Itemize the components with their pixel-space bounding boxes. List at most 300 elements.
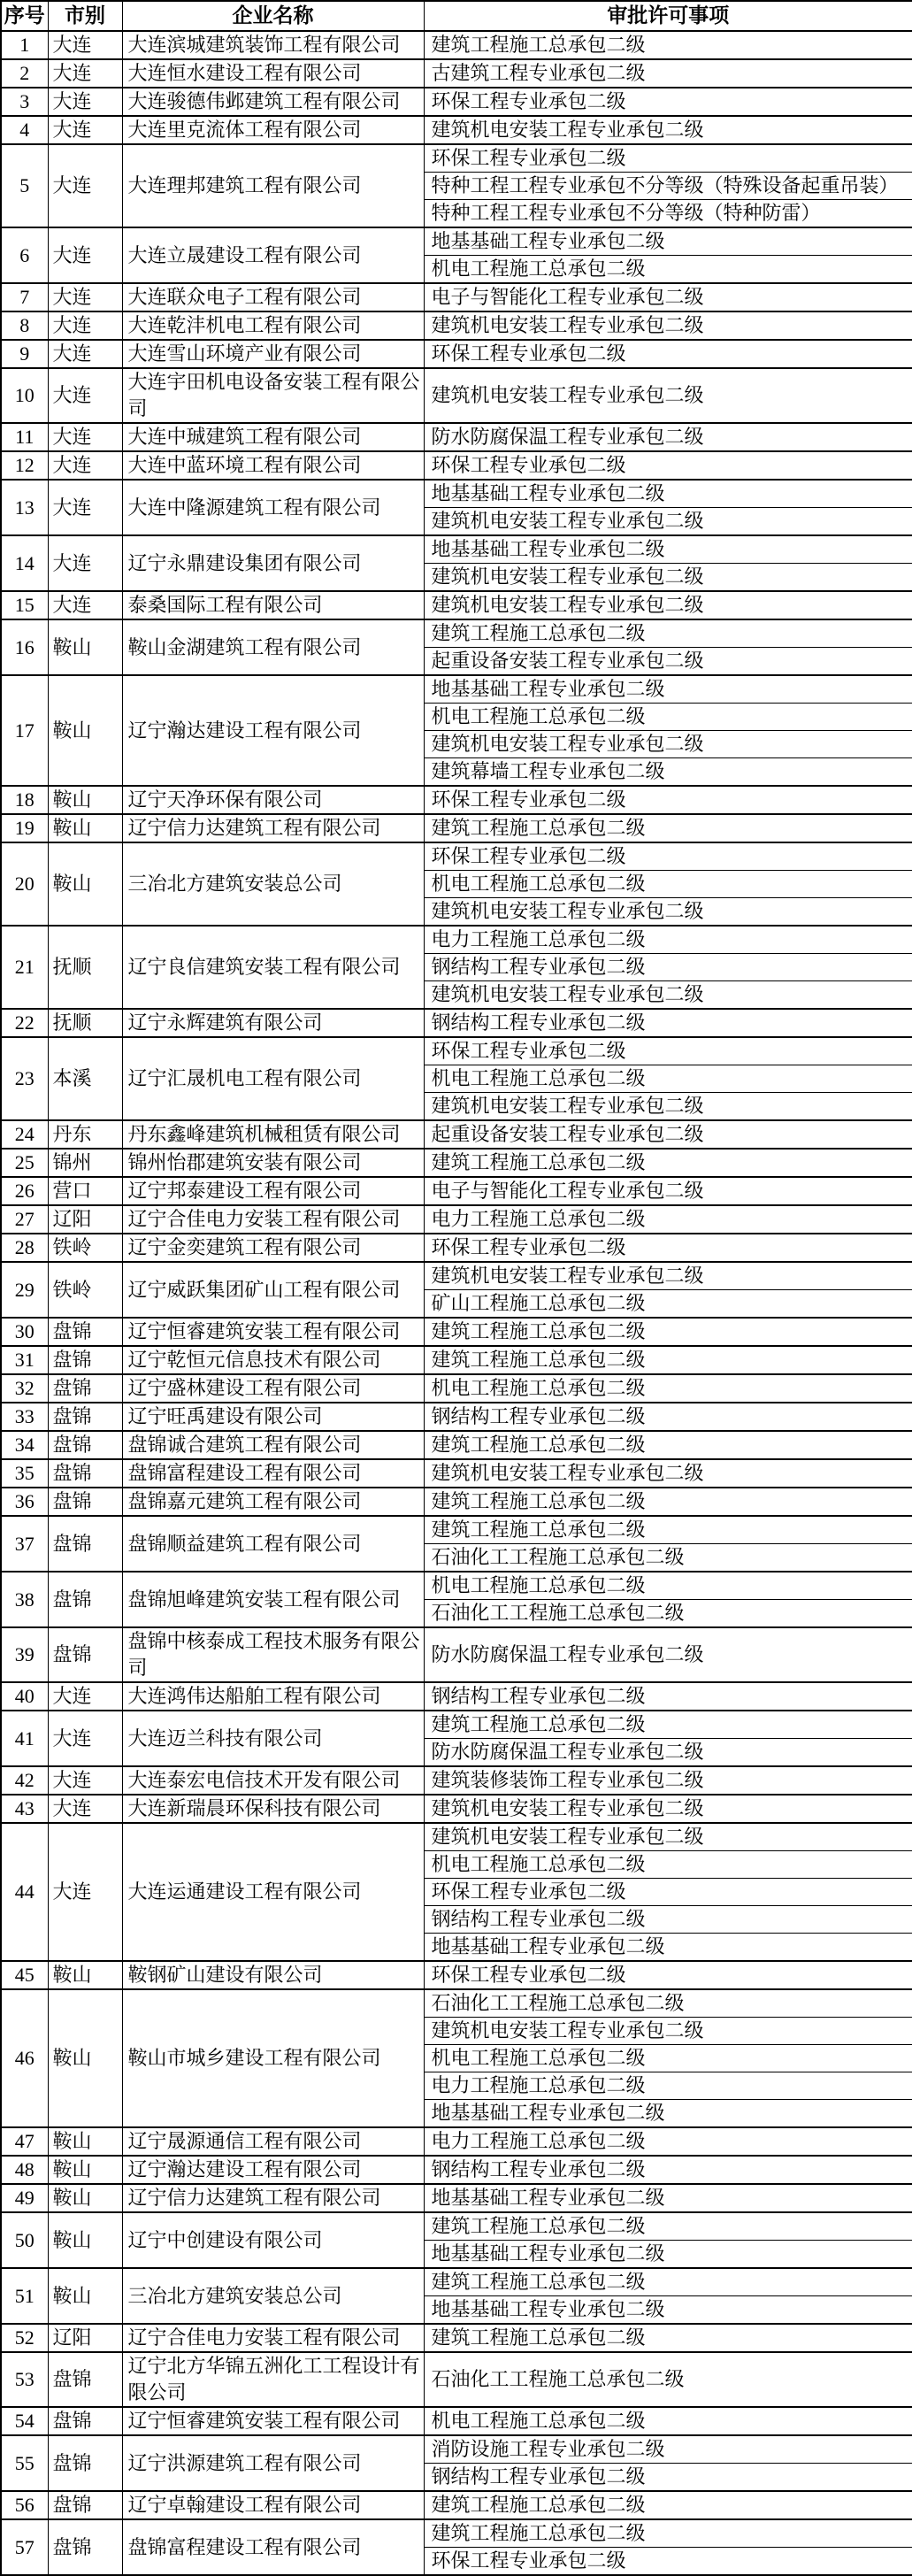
- company-name-cell: 大连中珹建筑工程有限公司: [122, 423, 424, 451]
- license-item-cell: 机电工程施工总承包二级: [424, 1851, 912, 1879]
- city-cell: 大连: [48, 1766, 122, 1795]
- row-number-cell: 20: [1, 842, 48, 926]
- company-name-cell: 三冶北方建筑安装总公司: [122, 2268, 424, 2324]
- license-item-cell: 地基基础工程专业承包二级: [424, 675, 912, 704]
- row-number-cell: 35: [1, 1459, 48, 1488]
- row-number-cell: 49: [1, 2184, 48, 2212]
- license-item-cell: 建筑机电安装工程专业承包二级: [424, 591, 912, 619]
- row-number-cell: 10: [1, 368, 48, 423]
- row-number-cell: 5: [1, 144, 48, 227]
- company-name-cell: 辽宁永鼎建设集团有限公司: [122, 535, 424, 591]
- company-name-cell: 辽宁盛林建设工程有限公司: [122, 1374, 424, 1403]
- table-row: [1, 480, 912, 508]
- city-cell: 抚顺: [48, 926, 122, 1009]
- license-item-cell: 机电工程施工总承包二级: [424, 1374, 912, 1403]
- city-cell: 盘锦: [48, 1431, 122, 1459]
- city-cell: 丹东: [48, 1120, 122, 1149]
- license-item-cell: 地基基础工程专业承包二级: [424, 480, 912, 508]
- company-name-cell: 辽宁邦泰建设工程有限公司: [122, 1177, 424, 1205]
- table-row: [1, 2212, 912, 2241]
- license-item-cell: 钢结构工程专业承包二级: [424, 2464, 912, 2492]
- license-item-cell: 钢结构工程专业承包二级: [424, 1403, 912, 1431]
- row-number-cell: 37: [1, 1516, 48, 1572]
- city-cell: 鞍山: [48, 2268, 122, 2324]
- city-cell: 大连: [48, 88, 122, 116]
- company-name-cell: 辽宁汇晟机电工程有限公司: [122, 1037, 424, 1120]
- city-cell: 大连: [48, 535, 122, 591]
- table-row: [1, 2352, 912, 2407]
- city-cell: 鞍山: [48, 2212, 122, 2268]
- company-name-cell: 大连恒水建设工程有限公司: [122, 59, 424, 88]
- license-item-cell: 建筑机电安装工程专业承包二级: [424, 311, 912, 340]
- table-row: [1, 1205, 912, 1234]
- row-number-cell: 23: [1, 1037, 48, 1120]
- license-item-cell: 环保工程专业承包二级: [424, 451, 912, 480]
- city-cell: 大连: [48, 368, 122, 423]
- company-name-cell: 辽宁洪源建筑工程有限公司: [122, 2435, 424, 2491]
- table-row: [1, 1318, 912, 1346]
- table-row: [1, 227, 912, 256]
- license-item-cell: 石油化工工程施工总承包二级: [424, 1600, 912, 1628]
- company-name-cell: 鞍山金湖建筑工程有限公司: [122, 619, 424, 675]
- city-cell: 锦州: [48, 1149, 122, 1177]
- table-row: [1, 1516, 912, 1544]
- city-cell: 鞍山: [48, 2184, 122, 2212]
- table-row: [1, 842, 912, 871]
- company-name-cell: 辽宁瀚达建设工程有限公司: [122, 2156, 424, 2184]
- company-name-cell: 鞍山市城乡建设工程有限公司: [122, 1989, 424, 2127]
- table-row: [1, 2519, 912, 2548]
- city-cell: 盘锦: [48, 1403, 122, 1431]
- license-item-cell: 防水防腐保温工程专业承包二级: [424, 1627, 912, 1682]
- license-item-cell: 建筑机电安装工程专业承包二级: [424, 1093, 912, 1121]
- table-row: [1, 1682, 912, 1711]
- company-name-cell: 辽宁恒睿建筑安装工程有限公司: [122, 1318, 424, 1346]
- city-cell: 鞍山: [48, 814, 122, 842]
- table-row: [1, 1627, 912, 1682]
- company-name-cell: 大连理邦建筑工程有限公司: [122, 144, 424, 227]
- row-number-cell: 51: [1, 2268, 48, 2324]
- city-cell: 铁岭: [48, 1262, 122, 1318]
- header-city: 市别: [48, 1, 122, 31]
- city-cell: 鞍山: [48, 842, 122, 926]
- table-row: [1, 2268, 912, 2296]
- license-item-cell: 钢结构工程专业承包二级: [424, 1009, 912, 1037]
- company-name-cell: 辽宁北方华锦五洲化工工程设计有限公司: [122, 2352, 424, 2407]
- city-cell: 铁岭: [48, 1234, 122, 1262]
- company-name-cell: 盘锦富程建设工程有限公司: [122, 1459, 424, 1488]
- license-item-cell: 机电工程施工总承包二级: [424, 2407, 912, 2435]
- license-item-cell: 起重设备安装工程专业承包二级: [424, 1120, 912, 1149]
- company-name-cell: 辽宁卓翰建设工程有限公司: [122, 2491, 424, 2519]
- row-number-cell: 18: [1, 786, 48, 814]
- table-row: [1, 2156, 912, 2184]
- table-row: [1, 1177, 912, 1205]
- license-item-cell: 建筑工程施工总承包二级: [424, 2519, 912, 2548]
- license-item-cell: 环保工程专业承包二级: [424, 1037, 912, 1065]
- table-row: [1, 1431, 912, 1459]
- row-number-cell: 21: [1, 926, 48, 1009]
- license-item-cell: 建筑机电安装工程专业承包二级: [424, 981, 912, 1010]
- license-item-cell: 电子与智能化工程专业承包二级: [424, 283, 912, 311]
- table-row: [1, 1149, 912, 1177]
- company-name-cell: 盘锦中核泰成工程技术服务有限公司: [122, 1627, 424, 1682]
- company-name-cell: 大连骏德伟邺建筑工程有限公司: [122, 88, 424, 116]
- license-item-cell: 地基基础工程专业承包二级: [424, 2241, 912, 2269]
- company-name-cell: 大连迈兰科技有限公司: [122, 1711, 424, 1766]
- city-cell: 鞍山: [48, 1961, 122, 1989]
- table-row: [1, 1009, 912, 1037]
- license-item-cell: 建筑幕墙工程专业承包二级: [424, 758, 912, 787]
- city-cell: 盘锦: [48, 1572, 122, 1627]
- row-number-cell: 45: [1, 1961, 48, 1989]
- row-number-cell: 2: [1, 59, 48, 88]
- license-item-cell: 石油化工工程施工总承包二级: [424, 1544, 912, 1573]
- table-row: [1, 1120, 912, 1149]
- company-name-cell: 辽宁信力达建筑工程有限公司: [122, 814, 424, 842]
- license-item-cell: 电力工程施工总承包二级: [424, 2127, 912, 2156]
- license-item-cell: 电力工程施工总承包二级: [424, 926, 912, 954]
- license-item-cell: 环保工程专业承包二级: [424, 340, 912, 368]
- license-item-cell: 环保工程专业承包二级: [424, 842, 912, 871]
- header-row: [1, 1, 912, 31]
- license-item-cell: 电力工程施工总承包二级: [424, 2072, 912, 2100]
- row-number-cell: 48: [1, 2156, 48, 2184]
- city-cell: 盘锦: [48, 1374, 122, 1403]
- row-number-cell: 15: [1, 591, 48, 619]
- table-header: [1, 1, 912, 31]
- table-row: [1, 2407, 912, 2435]
- row-number-cell: 36: [1, 1488, 48, 1516]
- row-number-cell: 22: [1, 1009, 48, 1037]
- company-name-cell: 辽宁天净环保有限公司: [122, 786, 424, 814]
- company-name-cell: 丹东鑫峰建筑机械租赁有限公司: [122, 1120, 424, 1149]
- license-item-cell: 电子与智能化工程专业承包二级: [424, 1177, 912, 1205]
- city-cell: 大连: [48, 116, 122, 144]
- row-number-cell: 27: [1, 1205, 48, 1234]
- table-row: [1, 1823, 912, 1851]
- row-number-cell: 39: [1, 1627, 48, 1682]
- row-number-cell: 13: [1, 480, 48, 535]
- company-name-cell: 辽宁恒睿建筑安装工程有限公司: [122, 2407, 424, 2435]
- city-cell: 盘锦: [48, 2519, 122, 2575]
- table-row: [1, 311, 912, 340]
- table-row: [1, 2491, 912, 2519]
- license-item-cell: 建筑工程施工总承包二级: [424, 814, 912, 842]
- row-number-cell: 30: [1, 1318, 48, 1346]
- company-name-cell: 大连乾沣机电工程有限公司: [122, 311, 424, 340]
- city-cell: 本溪: [48, 1037, 122, 1120]
- table-row: [1, 144, 912, 173]
- license-item-cell: 电力工程施工总承包二级: [424, 1205, 912, 1234]
- license-item-cell: 地基基础工程专业承包二级: [424, 535, 912, 564]
- company-name-cell: 盘锦富程建设工程有限公司: [122, 2519, 424, 2575]
- table-row: [1, 31, 912, 59]
- table-row: [1, 2435, 912, 2464]
- row-number-cell: 55: [1, 2435, 48, 2491]
- company-name-cell: 辽宁瀚达建设工程有限公司: [122, 675, 424, 786]
- row-number-cell: 7: [1, 283, 48, 311]
- row-number-cell: 4: [1, 116, 48, 144]
- row-number-cell: 33: [1, 1403, 48, 1431]
- table-row: [1, 1766, 912, 1795]
- company-name-cell: 辽宁威跃集团矿山工程有限公司: [122, 1262, 424, 1318]
- city-cell: 大连: [48, 340, 122, 368]
- table-row: [1, 675, 912, 704]
- city-cell: 鞍山: [48, 675, 122, 786]
- city-cell: 大连: [48, 31, 122, 59]
- license-item-cell: 钢结构工程专业承包二级: [424, 1906, 912, 1934]
- header-company-name: 企业名称: [122, 1, 424, 31]
- city-cell: 大连: [48, 59, 122, 88]
- company-name-cell: 盘锦嘉元建筑工程有限公司: [122, 1488, 424, 1516]
- company-name-cell: 鞍钢矿山建设有限公司: [122, 1961, 424, 1989]
- city-cell: 盘锦: [48, 2435, 122, 2491]
- license-item-cell: 建筑装修装饰工程专业承包二级: [424, 1766, 912, 1795]
- row-number-cell: 1: [1, 31, 48, 59]
- license-item-cell: 建筑工程施工总承包二级: [424, 1346, 912, 1374]
- table-row: [1, 786, 912, 814]
- license-item-cell: 环保工程专业承包二级: [424, 144, 912, 173]
- table-row: [1, 340, 912, 368]
- company-name-cell: 大连鸿伟达船舶工程有限公司: [122, 1682, 424, 1711]
- license-item-cell: 防水防腐保温工程专业承包二级: [424, 423, 912, 451]
- table-row: [1, 591, 912, 619]
- city-cell: 盘锦: [48, 1318, 122, 1346]
- table-row: [1, 2127, 912, 2156]
- city-cell: 大连: [48, 283, 122, 311]
- table-row: [1, 116, 912, 144]
- row-number-cell: 34: [1, 1431, 48, 1459]
- company-name-cell: 辽宁信力达建筑工程有限公司: [122, 2184, 424, 2212]
- row-number-cell: 50: [1, 2212, 48, 2268]
- license-item-cell: 地基基础工程专业承包二级: [424, 2100, 912, 2128]
- company-name-cell: 大连雪山环境产业有限公司: [122, 340, 424, 368]
- row-number-cell: 3: [1, 88, 48, 116]
- city-cell: 辽阳: [48, 2324, 122, 2352]
- row-number-cell: 57: [1, 2519, 48, 2575]
- company-name-cell: 辽宁金奕建筑工程有限公司: [122, 1234, 424, 1262]
- city-cell: 盘锦: [48, 2352, 122, 2407]
- company-name-cell: 辽宁永辉建筑有限公司: [122, 1009, 424, 1037]
- table-row: [1, 59, 912, 88]
- license-item-cell: 环保工程专业承包二级: [424, 1961, 912, 1989]
- company-name-cell: 辽宁乾恒元信息技术有限公司: [122, 1346, 424, 1374]
- city-cell: 抚顺: [48, 1009, 122, 1037]
- company-name-cell: 大连泰宏电信技术开发有限公司: [122, 1766, 424, 1795]
- company-name-cell: 大连立晟建设工程有限公司: [122, 227, 424, 283]
- row-number-cell: 43: [1, 1795, 48, 1823]
- table-row: [1, 1234, 912, 1262]
- license-item-cell: 机电工程施工总承包二级: [424, 1572, 912, 1600]
- table-row: [1, 2324, 912, 2352]
- license-item-cell: 机电工程施工总承包二级: [424, 2045, 912, 2072]
- table-body: [1, 31, 912, 2575]
- table-row: [1, 1795, 912, 1823]
- row-number-cell: 19: [1, 814, 48, 842]
- city-cell: 盘锦: [48, 1459, 122, 1488]
- license-item-cell: 石油化工工程施工总承包二级: [424, 1989, 912, 2018]
- table-row: [1, 926, 912, 954]
- row-number-cell: 32: [1, 1374, 48, 1403]
- company-name-cell: 三冶北方建筑安装总公司: [122, 842, 424, 926]
- license-item-cell: 起重设备安装工程专业承包二级: [424, 648, 912, 676]
- company-name-cell: 大连里克流体工程有限公司: [122, 116, 424, 144]
- license-item-cell: 环保工程专业承包二级: [424, 1879, 912, 1906]
- company-name-cell: 大连运通建设工程有限公司: [122, 1823, 424, 1961]
- row-number-cell: 40: [1, 1682, 48, 1711]
- table-row: [1, 1374, 912, 1403]
- license-item-cell: 环保工程专业承包二级: [424, 1234, 912, 1262]
- company-name-cell: 辽宁良信建筑安装工程有限公司: [122, 926, 424, 1009]
- license-item-cell: 地基基础工程专业承包二级: [424, 2296, 912, 2325]
- company-name-cell: 辽宁合佳电力安装工程有限公司: [122, 1205, 424, 1234]
- table-row: [1, 1262, 912, 1290]
- license-item-cell: 石油化工工程施工总承包二级: [424, 2352, 912, 2407]
- license-item-cell: 建筑机电安装工程专业承包二级: [424, 731, 912, 758]
- city-cell: 大连: [48, 591, 122, 619]
- company-name-cell: 辽宁合佳电力安装工程有限公司: [122, 2324, 424, 2352]
- city-cell: 辽阳: [48, 1205, 122, 1234]
- license-item-cell: 建筑工程施工总承包二级: [424, 2324, 912, 2352]
- city-cell: 盘锦: [48, 1488, 122, 1516]
- city-cell: 大连: [48, 1682, 122, 1711]
- license-item-cell: 机电工程施工总承包二级: [424, 704, 912, 731]
- row-number-cell: 28: [1, 1234, 48, 1262]
- city-cell: 鞍山: [48, 619, 122, 675]
- row-number-cell: 52: [1, 2324, 48, 2352]
- city-cell: 鞍山: [48, 2127, 122, 2156]
- city-cell: 盘锦: [48, 1627, 122, 1682]
- license-item-cell: 矿山工程施工总承包二级: [424, 1290, 912, 1319]
- license-item-cell: 建筑工程施工总承包二级: [424, 1516, 912, 1544]
- table-row: [1, 451, 912, 480]
- company-name-cell: 盘锦诚合建筑工程有限公司: [122, 1431, 424, 1459]
- table-row: [1, 2184, 912, 2212]
- company-name-cell: 大连宇田机电设备安装工程有限公司: [122, 368, 424, 423]
- row-number-cell: 31: [1, 1346, 48, 1374]
- city-cell: 营口: [48, 1177, 122, 1205]
- company-name-cell: 大连中蓝环境工程有限公司: [122, 451, 424, 480]
- company-name-cell: 盘锦顺益建筑工程有限公司: [122, 1516, 424, 1572]
- city-cell: 大连: [48, 311, 122, 340]
- header-serial-number: 序号: [1, 1, 48, 31]
- license-item-cell: 建筑工程施工总承包二级: [424, 1431, 912, 1459]
- city-cell: 鞍山: [48, 786, 122, 814]
- license-item-cell: 环保工程专业承包二级: [424, 2548, 912, 2576]
- city-cell: 大连: [48, 423, 122, 451]
- license-item-cell: 钢结构工程专业承包二级: [424, 2156, 912, 2184]
- license-item-cell: 建筑工程施工总承包二级: [424, 619, 912, 648]
- license-item-cell: 建筑工程施工总承包二级: [424, 1711, 912, 1739]
- table-row: [1, 1403, 912, 1431]
- company-name-cell: 大连联众电子工程有限公司: [122, 283, 424, 311]
- company-name-cell: 辽宁旺禹建设有限公司: [122, 1403, 424, 1431]
- row-number-cell: 44: [1, 1823, 48, 1961]
- city-cell: 大连: [48, 1823, 122, 1961]
- table-row: [1, 619, 912, 648]
- license-item-cell: 建筑机电安装工程专业承包二级: [424, 1459, 912, 1488]
- city-cell: 大连: [48, 1795, 122, 1823]
- row-number-cell: 38: [1, 1572, 48, 1627]
- table-row: [1, 1711, 912, 1739]
- license-item-cell: 建筑工程施工总承包二级: [424, 2212, 912, 2241]
- row-number-cell: 42: [1, 1766, 48, 1795]
- table-row: [1, 368, 912, 423]
- row-number-cell: 53: [1, 2352, 48, 2407]
- table-row: [1, 1989, 912, 2018]
- table-row: [1, 814, 912, 842]
- row-number-cell: 41: [1, 1711, 48, 1766]
- company-name-cell: 辽宁中创建设有限公司: [122, 2212, 424, 2268]
- company-name-cell: 泰桑国际工程有限公司: [122, 591, 424, 619]
- license-item-cell: 特种工程工程专业承包不分等级（特种防雷）: [424, 200, 912, 228]
- license-item-cell: 机电工程施工总承包二级: [424, 1065, 912, 1093]
- row-number-cell: 54: [1, 2407, 48, 2435]
- license-item-cell: 地基基础工程专业承包二级: [424, 1934, 912, 1962]
- license-item-cell: 机电工程施工总承包二级: [424, 256, 912, 284]
- row-number-cell: 24: [1, 1120, 48, 1149]
- license-item-cell: 建筑机电安装工程专业承包二级: [424, 1262, 912, 1290]
- company-name-cell: 大连滨城建筑装饰工程有限公司: [122, 31, 424, 59]
- license-item-cell: 钢结构工程专业承包二级: [424, 954, 912, 981]
- license-item-cell: 建筑机电安装工程专业承包二级: [424, 564, 912, 592]
- license-item-cell: 古建筑工程专业承包二级: [424, 59, 912, 88]
- row-number-cell: 12: [1, 451, 48, 480]
- city-cell: 盘锦: [48, 1346, 122, 1374]
- company-name-cell: 大连中隆源建筑工程有限公司: [122, 480, 424, 535]
- license-item-cell: 机电工程施工总承包二级: [424, 871, 912, 898]
- city-cell: 大连: [48, 480, 122, 535]
- city-cell: 盘锦: [48, 2491, 122, 2519]
- city-cell: 大连: [48, 144, 122, 227]
- license-item-cell: 建筑工程施工总承包二级: [424, 1488, 912, 1516]
- row-number-cell: 16: [1, 619, 48, 675]
- license-item-cell: 地基基础工程专业承包二级: [424, 227, 912, 256]
- company-name-cell: 锦州怡郡建筑安装有限公司: [122, 1149, 424, 1177]
- row-number-cell: 56: [1, 2491, 48, 2519]
- license-item-cell: 建筑机电安装工程专业承包二级: [424, 508, 912, 536]
- company-name-cell: 盘锦旭峰建筑安装工程有限公司: [122, 1572, 424, 1627]
- table-row: [1, 1346, 912, 1374]
- row-number-cell: 29: [1, 1262, 48, 1318]
- table-row: [1, 1961, 912, 1989]
- license-item-cell: 钢结构工程专业承包二级: [424, 1682, 912, 1711]
- city-cell: 鞍山: [48, 1989, 122, 2127]
- row-number-cell: 14: [1, 535, 48, 591]
- license-item-cell: 建筑工程施工总承包二级: [424, 2491, 912, 2519]
- company-name-cell: 大连新瑞晨环保科技有限公司: [122, 1795, 424, 1823]
- header-approval-items: 审批许可事项: [424, 1, 912, 31]
- license-item-cell: 环保工程专业承包二级: [424, 786, 912, 814]
- table-row: [1, 283, 912, 311]
- license-item-cell: 防水防腐保温工程专业承包二级: [424, 1739, 912, 1767]
- table-row: [1, 88, 912, 116]
- license-item-cell: 建筑机电安装工程专业承包二级: [424, 116, 912, 144]
- license-item-cell: 建筑机电安装工程专业承包二级: [424, 1823, 912, 1851]
- license-item-cell: 特种工程工程专业承包不分等级（特殊设备起重吊装）: [424, 173, 912, 200]
- license-item-cell: 建筑工程施工总承包二级: [424, 2268, 912, 2296]
- license-item-cell: 建筑机电安装工程专业承包二级: [424, 1795, 912, 1823]
- table-row: [1, 1037, 912, 1065]
- company-name-cell: 辽宁晟源通信工程有限公司: [122, 2127, 424, 2156]
- table-row: [1, 1459, 912, 1488]
- license-item-cell: 建筑机电安装工程专业承包二级: [424, 2018, 912, 2045]
- license-item-cell: 建筑工程施工总承包二级: [424, 1149, 912, 1177]
- row-number-cell: 6: [1, 227, 48, 283]
- city-cell: 盘锦: [48, 1516, 122, 1572]
- license-item-cell: 消防设施工程专业承包二级: [424, 2435, 912, 2464]
